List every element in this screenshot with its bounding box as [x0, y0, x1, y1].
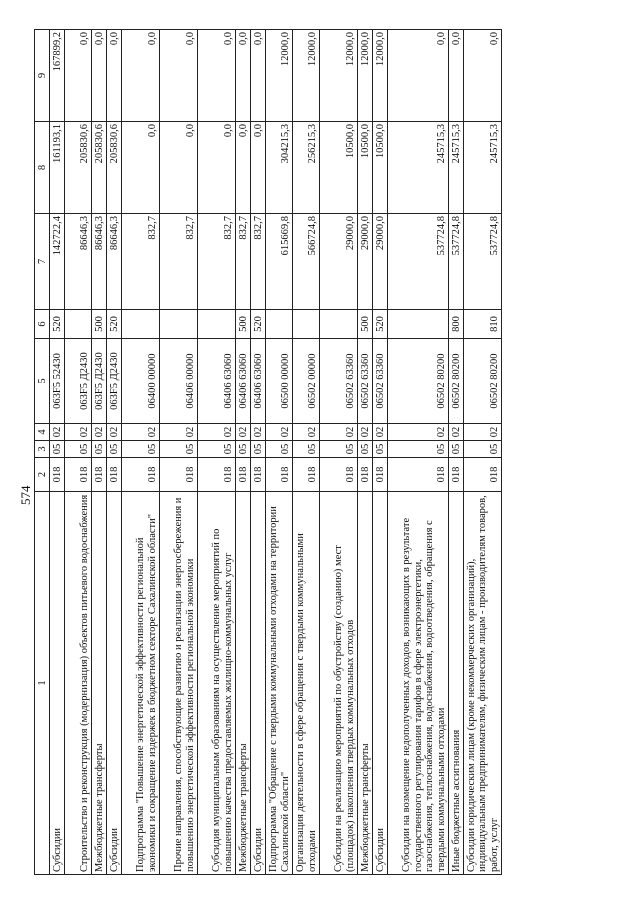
cell-ministry-code: 018: [293, 458, 320, 492]
cell-ministry-code: 018: [266, 458, 293, 492]
cell-amount-year-2: 205830,6: [65, 122, 92, 214]
cell-amount-year-3: 12000,0: [320, 30, 358, 122]
cell-amount-year-2: 304215,3: [266, 122, 293, 214]
row-description: Субсидии: [107, 492, 122, 875]
cell-amount-year-3: 0,0: [160, 30, 198, 122]
row-description: Подпрограмма "Обращение с твердыми коммунальными отходами на территории Сахалинской области": [266, 492, 293, 875]
col-header-8: 8: [35, 122, 50, 214]
cell-subsection-code: 02: [464, 424, 502, 441]
cell-amount-year-2: 0,0: [198, 122, 236, 214]
table-header-row: [35, 30, 50, 875]
col-header-5: 5: [35, 339, 50, 424]
cell-expense-type: 520: [107, 310, 122, 339]
row-description: Межбюджетные трансферты: [92, 492, 107, 875]
cell-target-article: 063F5 Д2430: [65, 339, 92, 424]
cell-subsection-code: 02: [449, 424, 464, 441]
cell-target-article: 06502 63360: [373, 339, 388, 424]
table-row: [107, 30, 122, 875]
cell-amount-year-2: 245715,3: [388, 122, 449, 214]
cell-amount-year-3: 0,0: [449, 30, 464, 122]
cell-target-article: 063F5 Д2430: [92, 339, 107, 424]
cell-target-article: 06406 63060: [251, 339, 266, 424]
cell-amount-year-1: 832,7: [236, 214, 251, 310]
row-description: Подпрограмма "Повышение энергетической эффективности региональной экономики и сокращение издержек в бюджетном секторе Сахалинской области": [122, 492, 160, 875]
cell-amount-year-2: 0,0: [236, 122, 251, 214]
cell-section-code: 05: [160, 441, 198, 458]
cell-amount-year-1: 832,7: [251, 214, 266, 310]
cell-expense-type: [320, 310, 358, 339]
cell-target-article: 063F5 Д2430: [107, 339, 122, 424]
cell-amount-year-1: 537724,8: [464, 214, 502, 310]
cell-expense-type: 800: [449, 310, 464, 339]
cell-subsection-code: 02: [122, 424, 160, 441]
table-row: [160, 30, 198, 875]
row-description: Прочие направления, способствующие развитию и реализации энергосбережения и повышению энергетической эффективности региональной экономики: [160, 492, 198, 875]
cell-expense-type: [198, 310, 236, 339]
budget-table: [34, 29, 502, 875]
col-header-9: 9: [35, 30, 50, 122]
cell-amount-year-3: 0,0: [464, 30, 502, 122]
cell-amount-year-1: 566724,8: [293, 214, 320, 310]
cell-target-article: 06502 00000: [293, 339, 320, 424]
row-description: Межбюджетные трансферты: [358, 492, 373, 875]
cell-expense-type: 500: [358, 310, 373, 339]
cell-expense-type: [160, 310, 198, 339]
cell-amount-year-1: 86646,3: [107, 214, 122, 310]
cell-section-code: 05: [464, 441, 502, 458]
cell-ministry-code: 018: [107, 458, 122, 492]
cell-amount-year-2: 0,0: [251, 122, 266, 214]
cell-target-article: 06502 63360: [358, 339, 373, 424]
cell-target-article: 06400 00000: [122, 339, 160, 424]
row-description: Субсидии: [373, 492, 388, 875]
cell-ministry-code: 018: [373, 458, 388, 492]
cell-amount-year-3: 0,0: [388, 30, 449, 122]
cell-amount-year-3: 12000,0: [358, 30, 373, 122]
cell-ministry-code: 018: [449, 458, 464, 492]
row-description: Субсидии на возмещение недополученных доходов, возникающих в результате государственного регулирования тарифов в сфере электроэнергетики, газоснабжения, теплоснабжения, водоснабжения, водоотведения, обращения с твердыми коммунальными отходами: [388, 492, 449, 875]
cell-section-code: 05: [449, 441, 464, 458]
cell-expense-type: [388, 310, 449, 339]
col-header-7: 7: [35, 214, 50, 310]
cell-target-article: 06500 00000: [266, 339, 293, 424]
cell-section-code: 05: [251, 441, 266, 458]
cell-amount-year-1: 86646,3: [92, 214, 107, 310]
cell-target-article: 06502 63360: [320, 339, 358, 424]
table-row: [320, 30, 358, 875]
cell-subsection-code: 02: [107, 424, 122, 441]
cell-amount-year-2: 161193,1: [50, 122, 65, 214]
cell-target-article: 06406 00000: [160, 339, 198, 424]
cell-ministry-code: 018: [251, 458, 266, 492]
row-description: Субсидии юридическим лицам (кроме некоммерческих организаций), индивидуальным предпринимателям, физическим лицам - производителям товаров, работ, услуг: [464, 492, 502, 875]
cell-amount-year-3: 0,0: [107, 30, 122, 122]
cell-expense-type: [122, 310, 160, 339]
cell-amount-year-1: 537724,8: [388, 214, 449, 310]
row-description: Субсидии на реализацию мероприятий по обустройству (созданию) мест (площадок) накопления твердых коммунальных отходов: [320, 492, 358, 875]
cell-section-code: 05: [65, 441, 92, 458]
cell-section-code: 05: [236, 441, 251, 458]
cell-section-code: 05: [320, 441, 358, 458]
cell-amount-year-2: 10500,0: [358, 122, 373, 214]
cell-amount-year-3: 167899,2: [50, 30, 65, 122]
cell-target-article: 06502 80200: [388, 339, 449, 424]
cell-subsection-code: 02: [358, 424, 373, 441]
cell-amount-year-2: 245715,3: [464, 122, 502, 214]
cell-subsection-code: 02: [293, 424, 320, 441]
cell-target-article: 06502 80200: [449, 339, 464, 424]
page-number: 574: [18, 485, 33, 505]
cell-subsection-code: 02: [388, 424, 449, 441]
table-row: [358, 30, 373, 875]
cell-amount-year-2: 0,0: [160, 122, 198, 214]
table-row: [65, 30, 92, 875]
cell-subsection-code: 02: [198, 424, 236, 441]
col-header-6: 6: [35, 310, 50, 339]
cell-section-code: 05: [50, 441, 65, 458]
cell-amount-year-1: 86646,3: [65, 214, 92, 310]
table-row: [388, 30, 449, 875]
row-description: Субсидии: [251, 492, 266, 875]
cell-section-code: 05: [122, 441, 160, 458]
cell-section-code: 05: [266, 441, 293, 458]
table-row: [122, 30, 160, 875]
cell-subsection-code: 02: [236, 424, 251, 441]
cell-ministry-code: 018: [50, 458, 65, 492]
table-row: [251, 30, 266, 875]
cell-amount-year-3: 0,0: [122, 30, 160, 122]
cell-ministry-code: 018: [358, 458, 373, 492]
table-row: [373, 30, 388, 875]
table-row: [464, 30, 502, 875]
cell-amount-year-2: 10500,0: [320, 122, 358, 214]
cell-amount-year-3: 0,0: [251, 30, 266, 122]
cell-amount-year-2: 205830,6: [107, 122, 122, 214]
cell-subsection-code: 02: [92, 424, 107, 441]
cell-section-code: 05: [92, 441, 107, 458]
cell-section-code: 05: [293, 441, 320, 458]
cell-amount-year-1: 29000,0: [373, 214, 388, 310]
cell-amount-year-3: 0,0: [198, 30, 236, 122]
cell-ministry-code: 018: [198, 458, 236, 492]
cell-amount-year-3: 12000,0: [266, 30, 293, 122]
cell-amount-year-1: 832,7: [160, 214, 198, 310]
cell-subsection-code: 02: [65, 424, 92, 441]
table-row: [293, 30, 320, 875]
table-row: [92, 30, 107, 875]
cell-expense-type: 500: [236, 310, 251, 339]
table-row: [449, 30, 464, 875]
cell-subsection-code: 02: [320, 424, 358, 441]
cell-ministry-code: 018: [122, 458, 160, 492]
row-description: Межбюджетные трансферты: [236, 492, 251, 875]
cell-amount-year-2: 10500,0: [373, 122, 388, 214]
table-row: [198, 30, 236, 875]
cell-target-article: 063F5 52430: [50, 339, 65, 424]
col-header-1: 1: [35, 492, 50, 875]
cell-amount-year-3: 0,0: [92, 30, 107, 122]
cell-target-article: 06406 63060: [236, 339, 251, 424]
cell-amount-year-3: 0,0: [65, 30, 92, 122]
col-header-4: 4: [35, 424, 50, 441]
cell-expense-type: 520: [251, 310, 266, 339]
cell-amount-year-3: 12000,0: [373, 30, 388, 122]
cell-subsection-code: 02: [373, 424, 388, 441]
cell-ministry-code: 018: [160, 458, 198, 492]
col-header-3: 3: [35, 441, 50, 458]
cell-expense-type: 500: [92, 310, 107, 339]
cell-expense-type: [293, 310, 320, 339]
cell-subsection-code: 02: [160, 424, 198, 441]
table-row: [266, 30, 293, 875]
cell-amount-year-2: 205830,6: [92, 122, 107, 214]
cell-amount-year-1: 537724,8: [449, 214, 464, 310]
cell-amount-year-1: 142722,4: [50, 214, 65, 310]
cell-expense-type: 520: [50, 310, 65, 339]
cell-target-article: 06406 63060: [198, 339, 236, 424]
cell-subsection-code: 02: [266, 424, 293, 441]
cell-ministry-code: 018: [320, 458, 358, 492]
cell-subsection-code: 02: [251, 424, 266, 441]
cell-expense-type: 810: [464, 310, 502, 339]
cell-section-code: 05: [373, 441, 388, 458]
cell-section-code: 05: [198, 441, 236, 458]
cell-ministry-code: 018: [92, 458, 107, 492]
cell-ministry-code: 018: [464, 458, 502, 492]
cell-amount-year-1: 29000,0: [358, 214, 373, 310]
table-row: [236, 30, 251, 875]
cell-amount-year-1: 832,7: [198, 214, 236, 310]
cell-amount-year-1: 832,7: [122, 214, 160, 310]
cell-amount-year-1: 615669,8: [266, 214, 293, 310]
row-description: Субсидии: [50, 492, 65, 875]
row-description: Организация деятельности в сфере обращения с твердыми коммунальными отходами: [293, 492, 320, 875]
cell-target-article: 06502 80200: [464, 339, 502, 424]
row-description: Иные бюджетные ассигнования: [449, 492, 464, 875]
cell-amount-year-2: 245715,3: [449, 122, 464, 214]
cell-expense-type: [65, 310, 92, 339]
cell-amount-year-2: 0,0: [122, 122, 160, 214]
cell-expense-type: [266, 310, 293, 339]
cell-section-code: 05: [388, 441, 449, 458]
cell-amount-year-3: 12000,0: [293, 30, 320, 122]
row-description: Субсидия муниципальным образованиям на осуществление мероприятий по повышению качества предоставляемых жилищно-коммунальных услуг: [198, 492, 236, 875]
table-row: [50, 30, 65, 875]
cell-ministry-code: 018: [236, 458, 251, 492]
cell-amount-year-3: 0,0: [236, 30, 251, 122]
row-description: Строительство и реконструкция (модернизация) объектов питьевого водоснабжения: [65, 492, 92, 875]
cell-section-code: 05: [358, 441, 373, 458]
cell-ministry-code: 018: [65, 458, 92, 492]
cell-amount-year-2: 256215,3: [293, 122, 320, 214]
cell-section-code: 05: [107, 441, 122, 458]
cell-expense-type: 520: [373, 310, 388, 339]
cell-ministry-code: 018: [388, 458, 449, 492]
cell-amount-year-1: 29000,0: [320, 214, 358, 310]
cell-subsection-code: 02: [50, 424, 65, 441]
col-header-2: 2: [35, 458, 50, 492]
